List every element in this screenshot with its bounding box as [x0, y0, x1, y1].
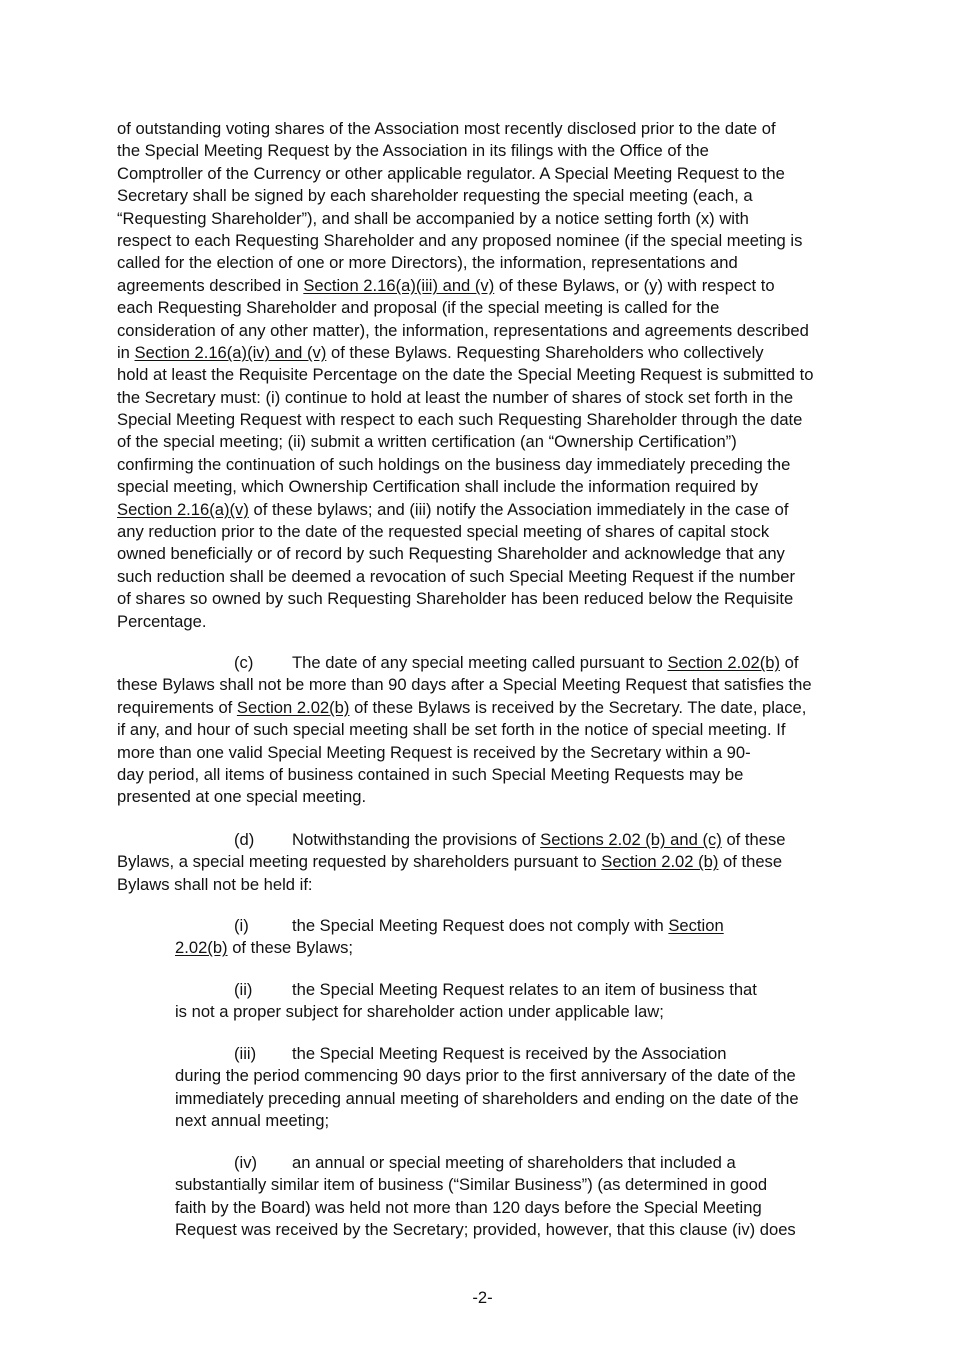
- text-line: [117, 140, 857, 162]
- text-run: the Special Meeting Request relates to an item of business that: [292, 980, 757, 999]
- text-line: [175, 1110, 855, 1132]
- text-run: of these Bylaws;: [227, 938, 354, 958]
- text-run: Secretary shall be signed by each shareholder requesting the special meeting (each, a: [117, 186, 753, 206]
- text-run: presented at one special meeting.: [117, 787, 367, 807]
- text-run: “Requesting Shareholder”), and shall be accompanied by a notice setting forth (x) with: [117, 208, 749, 228]
- text-line: [117, 409, 857, 431]
- text-line: [117, 387, 857, 409]
- clause-label: (i): [234, 916, 249, 935]
- clause-label: (c): [234, 653, 254, 672]
- text-run: agreements described in: [117, 275, 304, 295]
- section-reference: Section 2.16(a)(v): [117, 499, 249, 519]
- text-line: [117, 543, 857, 565]
- clause-i: [175, 915, 855, 960]
- text-line: [175, 1043, 855, 1065]
- text-run: Notwithstanding the provisions of: [292, 830, 541, 849]
- text-line: [175, 1001, 855, 1023]
- text-line: [117, 652, 857, 674]
- page-number: -2-: [472, 1288, 493, 1307]
- text-run: of these bylaws; and (iii) notify the Association immediately in the case of: [248, 499, 789, 519]
- text-line: [175, 915, 855, 937]
- clause-iii: [175, 1043, 855, 1133]
- text-line: [175, 979, 855, 1001]
- text-run: is not a proper subject for shareholder action under applicable law;: [175, 1002, 664, 1022]
- text-line: [117, 208, 857, 230]
- text-run: these Bylaws shall not be more than 90 days after a Special Meeting Request that satisfies the: [117, 675, 812, 695]
- text-run: requirements of: [117, 697, 237, 717]
- text-run: Bylaws shall not be held if:: [117, 874, 313, 894]
- text-line: [117, 851, 857, 873]
- text-line: [117, 764, 857, 786]
- text-line: [117, 118, 857, 140]
- text-line: [117, 297, 857, 319]
- text-run: the Special Meeting Request by the Association in its filings with the Office of the: [117, 141, 709, 161]
- text-run: more than one valid Special Meeting Request is received by the Secretary within a 90-: [117, 742, 751, 762]
- text-line: [117, 454, 857, 476]
- text-run: of these Bylaws. Requesting Shareholders who collectively: [326, 342, 764, 362]
- text-line: [117, 786, 857, 808]
- text-run: hold at least the Requisite Percentage on the date the Special Meeting Request is submitted to: [117, 365, 814, 385]
- text-run: The date of any special meeting called pursuant to: [292, 653, 668, 672]
- text-run: Request was received by the Secretary; provided, however, that this clause (iv) does: [175, 1220, 796, 1240]
- text-line: [117, 163, 857, 185]
- text-line: [117, 874, 857, 896]
- text-run: day period, all items of business contained in such Special Meeting Requests may be: [117, 764, 744, 784]
- paragraph-d: [117, 829, 857, 896]
- text-line: [117, 499, 857, 521]
- text-line: [117, 588, 857, 610]
- text-run: consideration of any other matter), the information, representations and agreements described: [117, 320, 809, 340]
- text-line: [117, 476, 857, 498]
- text-run: faith by the Board) was held not more than 120 days before the Special Meeting: [175, 1197, 762, 1217]
- paragraph-c: [117, 652, 857, 809]
- section-reference: Section 2.02(b): [236, 697, 350, 717]
- text-line: [117, 521, 857, 543]
- text-line: [117, 697, 857, 719]
- text-run: the Special Meeting Request is received by the Association: [292, 1044, 727, 1063]
- text-line: [117, 566, 857, 588]
- text-line: [175, 937, 855, 959]
- text-run: the Special Meeting Request does not comply with: [292, 916, 669, 935]
- text-run: of the special meeting; (ii) submit a written certification (an “Ownership Certification”): [117, 432, 737, 452]
- text-line: [175, 1065, 855, 1087]
- text-line: [117, 320, 857, 342]
- text-run: an annual or special meeting of shareholders that included a: [292, 1153, 736, 1172]
- text-line: [175, 1174, 855, 1196]
- text-run: owned beneficially or of record by such Requesting Shareholder and acknowledge that any: [117, 544, 785, 564]
- text-run: of: [779, 653, 799, 672]
- text-line: [117, 611, 857, 633]
- section-reference: Section 2.16(a)(iv) and (v): [134, 342, 327, 362]
- text-run: substantially similar item of business (“Similar Business”) (as determined in good: [175, 1175, 768, 1195]
- section-reference: Section: [668, 916, 724, 935]
- text-run: of shares so owned by such Requesting Shareholder has been reduced below the Requisite: [117, 589, 794, 609]
- text-run: of these Bylaws, or (y) with respect to: [494, 275, 775, 295]
- text-run: Percentage.: [117, 611, 207, 631]
- text-line: [117, 185, 857, 207]
- clause-iv: [175, 1152, 855, 1242]
- text-run: if any, and hour of such special meeting shall be set forth in the notice of special meeting. If: [117, 720, 786, 740]
- text-run: Comptroller of the Currency or other applicable regulator. A Special Meeting Request to the: [117, 163, 785, 183]
- text-run: the Secretary must: (i) continue to hold at least the number of shares of stock set forth in the: [117, 387, 794, 407]
- text-line: [117, 742, 857, 764]
- text-run: of outstanding voting shares of the Association most recently disclosed prior to the date of: [117, 119, 776, 138]
- section-reference: Section 2.02(b): [667, 653, 780, 672]
- text-line: [117, 230, 857, 252]
- text-line: [175, 1152, 855, 1174]
- clause-label: (iii): [234, 1044, 257, 1063]
- text-run: special meeting, which Ownership Certification shall include the information required by: [117, 477, 759, 497]
- text-run: during the period commencing 90 days prior to the first anniversary of the date of the: [175, 1066, 796, 1086]
- clause-label: (ii): [234, 980, 253, 999]
- text-line: [117, 364, 857, 386]
- text-line: [117, 719, 857, 741]
- text-run: next annual meeting;: [175, 1111, 330, 1131]
- text-run: any reduction prior to the date of the requested special meeting of shares of capital stock: [117, 522, 770, 542]
- text-line: [117, 252, 857, 274]
- section-reference: Section 2.02 (b): [601, 852, 719, 872]
- section-reference: 2.02(b): [175, 938, 228, 958]
- text-run: confirming the continuation of such holdings on the business day immediately preceding the: [117, 454, 791, 474]
- text-run: of these Bylaws is received by the Secretary. The date, place,: [349, 697, 807, 717]
- text-line: [117, 342, 857, 364]
- text-run: Special Meeting Request with respect to each such Requesting Shareholder through the date: [117, 410, 803, 430]
- paragraph-special-meeting-request: [117, 118, 857, 633]
- text-run: respect to each Requesting Shareholder and any proposed nominee (if the special meeting is: [117, 230, 803, 250]
- text-line: [117, 829, 857, 851]
- text-line: [175, 1219, 855, 1241]
- text-line: [117, 275, 857, 297]
- text-run: in: [117, 342, 135, 362]
- section-reference: Sections 2.02 (b) and (c): [540, 830, 722, 849]
- text-run: immediately preceding annual meeting of shareholders and ending on the date of the: [175, 1088, 799, 1108]
- clause-label: (iv): [234, 1153, 258, 1172]
- text-run: such reduction shall be deemed a revocation of such Special Meeting Request if the number: [117, 566, 795, 586]
- text-run: Bylaws, a special meeting requested by shareholders pursuant to: [117, 852, 602, 872]
- text-line: [175, 1197, 855, 1219]
- section-reference: Section 2.16(a)(iii) and (v): [303, 275, 495, 295]
- clause-label: (d): [234, 830, 255, 849]
- text-run: of these: [718, 852, 783, 872]
- text-run: of these: [721, 830, 786, 849]
- text-run: each Requesting Shareholder and proposal (if the special meeting is called for the: [117, 298, 720, 318]
- text-line: [117, 431, 857, 453]
- clause-ii: [175, 979, 855, 1024]
- text-run: called for the election of one or more Directors), the information, representations and: [117, 253, 738, 273]
- text-line: [175, 1088, 855, 1110]
- text-line: [117, 674, 857, 696]
